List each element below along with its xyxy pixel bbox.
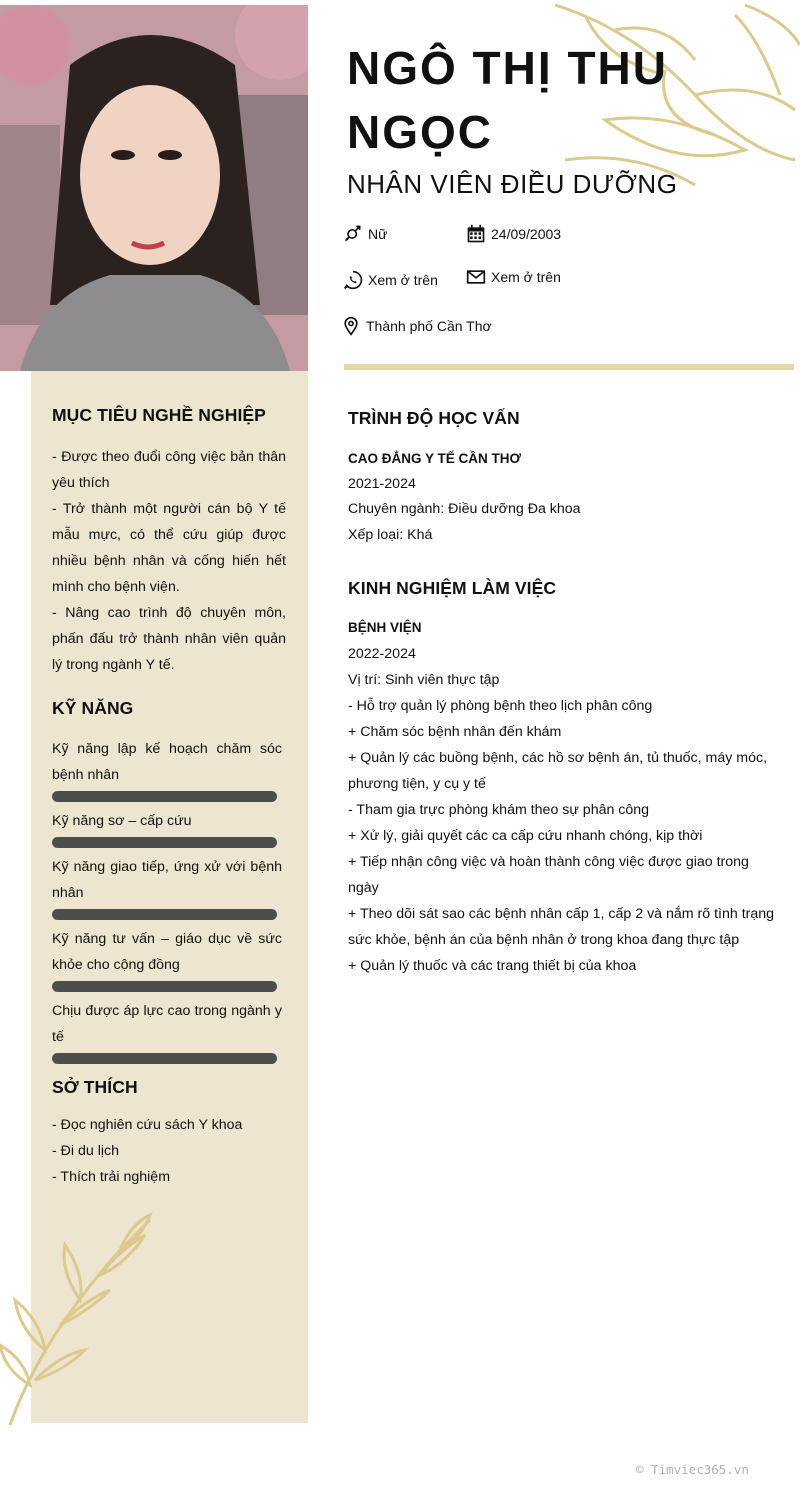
leaf-decoration-icon: [0, 1210, 170, 1425]
experience-line: + Chăm sóc bệnh nhân đến khám: [348, 724, 562, 740]
phone-value: Xem ở trên: [368, 272, 438, 288]
skill-level-bar: [52, 791, 277, 802]
whatsapp-icon: [343, 270, 363, 290]
skill-name: Kỹ năng lập kế hoạch chăm sóc bệnh nhân: [52, 741, 282, 783]
experience-line: - Tham gia trực phòng khám theo sự phân công: [348, 802, 650, 818]
birthdate-info: [466, 224, 561, 244]
skill-level-bar: [52, 837, 277, 848]
gender-info: [343, 224, 387, 244]
address-info: [341, 316, 492, 336]
education-period: 2021-2024: [348, 475, 416, 492]
phone-info: [343, 270, 438, 290]
calendar-icon: [466, 224, 486, 244]
gender-value: Nữ: [368, 226, 388, 242]
birthdate-value: 24/09/2003: [491, 226, 562, 242]
objective-line: - Nâng cao trình độ chuyên môn, phấn đấu trở thành nhân viên quản lý trong ngành Y tế.: [52, 605, 286, 673]
objective-title: MỤC TIÊU NGHỀ NGHIỆP: [52, 405, 266, 425]
mail-icon: [466, 267, 486, 287]
experience-line: + Quản lý các buồng bệnh, các hồ sơ bệnh án, tủ thuốc, máy móc, phương tiện, y cụ y tế: [348, 750, 768, 792]
gender-icon: [343, 224, 363, 244]
profile-photo: [0, 5, 308, 371]
skill-level-bar: [52, 1053, 277, 1064]
objective-line: - Được theo đuổi công việc bản thân yêu thích: [52, 449, 286, 491]
education-major: Chuyên ngành: Điều dưỡng Đa khoa: [348, 501, 581, 517]
skill-name: Kỹ năng giao tiếp, ứng xử với bệnh nhân: [52, 859, 282, 901]
job-title: NHÂN VIÊN ĐIỀU DƯỠNG: [347, 169, 678, 199]
skill-item: [52, 736, 282, 802]
company-name: BỆNH VIỆN: [348, 620, 422, 635]
hobby-item: - Đi du lịch: [52, 1143, 120, 1159]
skill-level-bar: [52, 981, 277, 992]
experience-line: + Tiếp nhận công việc và hoàn thành công việc được giao trong ngày: [348, 854, 749, 896]
skill-item: [52, 808, 282, 848]
education-grade: Xếp loại: Khá: [348, 526, 433, 543]
footer-credit: © Timviec365.vn: [636, 1462, 749, 1477]
skill-name: Kỹ năng tư vấn – giáo dục về sức khỏe cho cộng đồng: [52, 931, 282, 973]
experience-line: + Xử lý, giải quyết các ca cấp cứu nhanh chóng, kịp thời: [348, 828, 703, 844]
hobbies-title: SỞ THÍCH: [52, 1077, 138, 1097]
education-title: TRÌNH ĐỘ HỌC VẤN: [348, 408, 520, 428]
hobby-item: - Đọc nghiên cứu sách Y khoa: [52, 1117, 243, 1133]
school-name: CAO ĐẲNG Y TẾ CẦN THƠ: [348, 451, 522, 466]
location-pin-icon: [341, 316, 361, 336]
skill-level-bar: [52, 909, 277, 920]
email-info: [466, 267, 561, 287]
skill-item: [52, 854, 282, 920]
skill-name: Chịu được áp lực cao trong ngành y tế: [52, 1003, 282, 1045]
skill-item: [52, 926, 282, 992]
skills-list: [52, 736, 282, 1070]
skill-item: [52, 998, 282, 1064]
address-value: Thành phố Cần Thơ: [366, 318, 492, 334]
experience-block: [348, 615, 778, 979]
education-block: [348, 446, 788, 548]
skill-name: Kỹ năng sơ – cấp cứu: [52, 813, 192, 829]
candidate-name: NGÔ THỊ THU NGỌC: [347, 42, 668, 158]
skills-title: KỸ NĂNG: [52, 698, 134, 718]
header-divider: [344, 364, 794, 370]
experience-period: 2022-2024: [348, 646, 416, 662]
experience-line: + Theo dõi sát sao các bệnh nhân cấp 1, cấp 2 và nắm rõ tình trạng sức khỏe, bệnh án của bệnh nhân ở trong khoa đang thực tập: [348, 906, 775, 948]
objective-line: - Trở thành một người cán bộ Y tế mẫu mực, có thể cứu giúp được nhiều bệnh nhân và cống hiến hết mình cho bệnh viện.: [52, 501, 286, 595]
hobbies-list: [52, 1112, 286, 1190]
experience-line: + Quản lý thuốc và các trang thiết bị của khoa: [348, 958, 637, 974]
objective-text: [52, 444, 286, 678]
experience-line: - Hỗ trợ quản lý phòng bệnh theo lịch phân công: [348, 698, 653, 714]
email-value: Xem ở trên: [491, 269, 561, 285]
hobby-item: - Thích trải nghiệm: [52, 1169, 171, 1185]
experience-title: KINH NGHIỆM LÀM VIỆC: [348, 578, 557, 598]
experience-line: Vị trí: Sinh viên thực tập: [348, 672, 500, 688]
